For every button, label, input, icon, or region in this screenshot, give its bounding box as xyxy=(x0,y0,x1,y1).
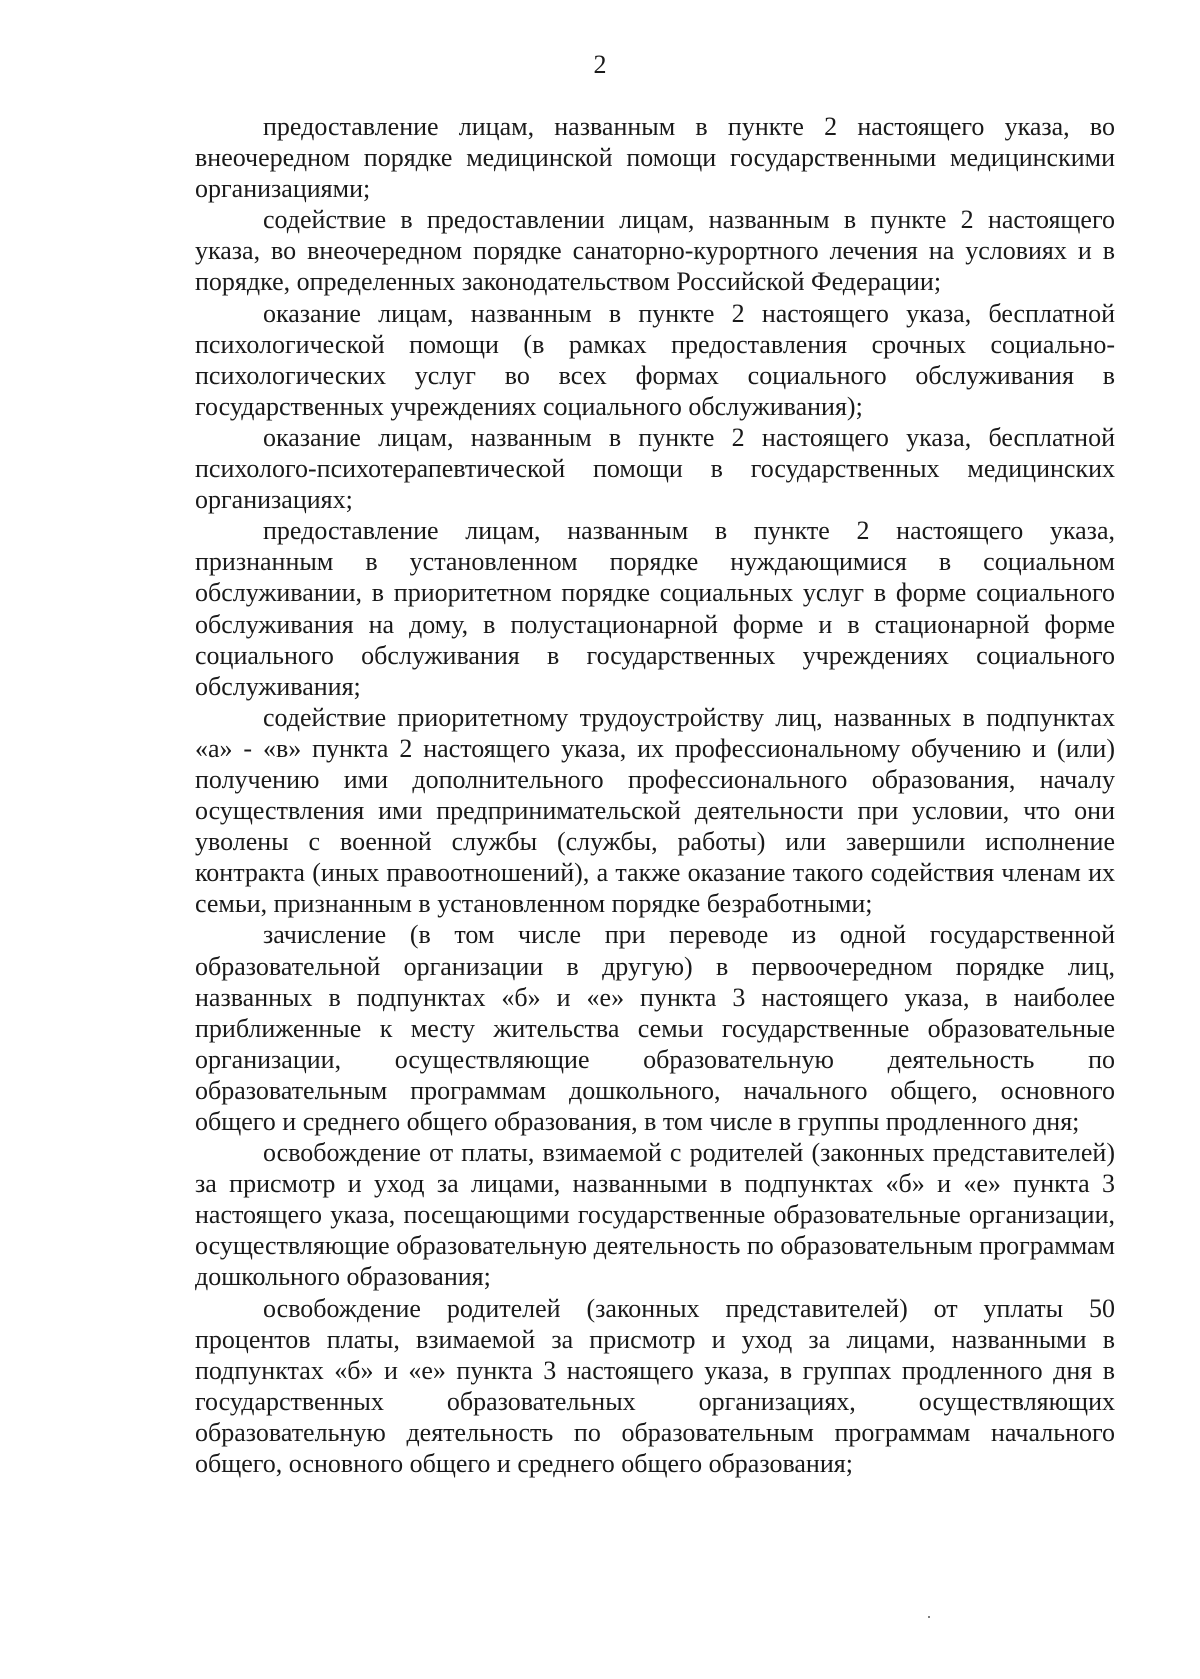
paragraph-medical-care: предоставление лицам, названным в пункте 2 настоящего указа, во внеочередном порядке медицинской помощи государственными медицинскими организациями; xyxy=(195,112,1115,204)
paragraph-sanatorium-treatment: содействие в предоставлении лицам, названным в пункте 2 настоящего указа, во внеочередном порядке санаторно-курортного лечения на условиях и в порядке, определенных законодательством Российской Федерации; xyxy=(195,205,1115,297)
scan-speck xyxy=(928,1616,930,1618)
paragraph-preschool-fee-exemption: освобождение от платы, взимаемой с родителей (законных представителей) за присмотр и уход за лицами, названными в подпунктах «б» и «е» пункта 3 настоящего указа, посещающими государственные образовательные организации, осуществляющие образовательную деятельность по образовательным программам дошкольного образования; xyxy=(195,1138,1115,1292)
paragraph-extended-day-fee-reduction: освобождение родителей (законных представителей) от уплаты 50 процентов платы, взимаемой за присмотр и уход за лицами, названными в подпунктах «б» и «е» пункта 3 настоящего указа, в группах продленного дня в государственных образовательных организациях, осуществляющих образовательную деятельность по образовательным программам начального общего, основного общего и среднего общего образования; xyxy=(195,1293,1115,1479)
paragraph-school-enrollment: зачисление (в том числе при переводе из одной государственной образовательной организации в другую) в первоочередном порядке лиц, названных в подпунктах «б» и «е» пункта 3 настоящего указа, в наиболее приближенные к месту жительства семьи государственные образовательные организации, осуществляющие образовательную деятельность по образовательным программам дошкольного, начального общего, основного общего и среднего общего образования, в том числе в группы продленного дня; xyxy=(195,920,1115,1136)
page-number: 2 xyxy=(593,50,607,79)
paragraph-social-services: предоставление лицам, названным в пункте 2 настоящего указа, признанным в установленном порядке нуждающимися в социальном обслуживании, в приоритетном порядке социальных услуг в форме социального обслуживания на дому, в полустационарной форме и в стационарной форме социального обслуживания в государственных учреждениях социального обслуживания; xyxy=(195,516,1115,701)
paragraph-psychotherapy-help: оказание лицам, названным в пункте 2 настоящего указа, бесплатной психолого-психотерапевтической помощи в государственных медицинских организациях; xyxy=(195,422,1115,515)
paragraph-psychological-help: оказание лицам, названным в пункте 2 настоящего указа, бесплатной психологической помощи (в рамках предоставления срочных социально-психологических услуг во всех формах социального обслуживания в государственных учреждениях социального обслуживания); xyxy=(195,298,1115,421)
paragraph-employment-assistance: содействие приоритетному трудоустройству лиц, названных в подпунктах «а» - «в» пункта 2 настоящего указа, их профессиональному обучению и (или) получению ими дополнительного профессионального образования, началу осуществления ими предпринимательской деятельности при условии, что они уволены с военной службы (службы, работы) или завершили исполнение контракта (иных правоотношений), а также оказание такого содействия членам их семьи, признанным в установленном порядке безработными; xyxy=(195,702,1115,919)
document-body xyxy=(195,111,1115,1479)
